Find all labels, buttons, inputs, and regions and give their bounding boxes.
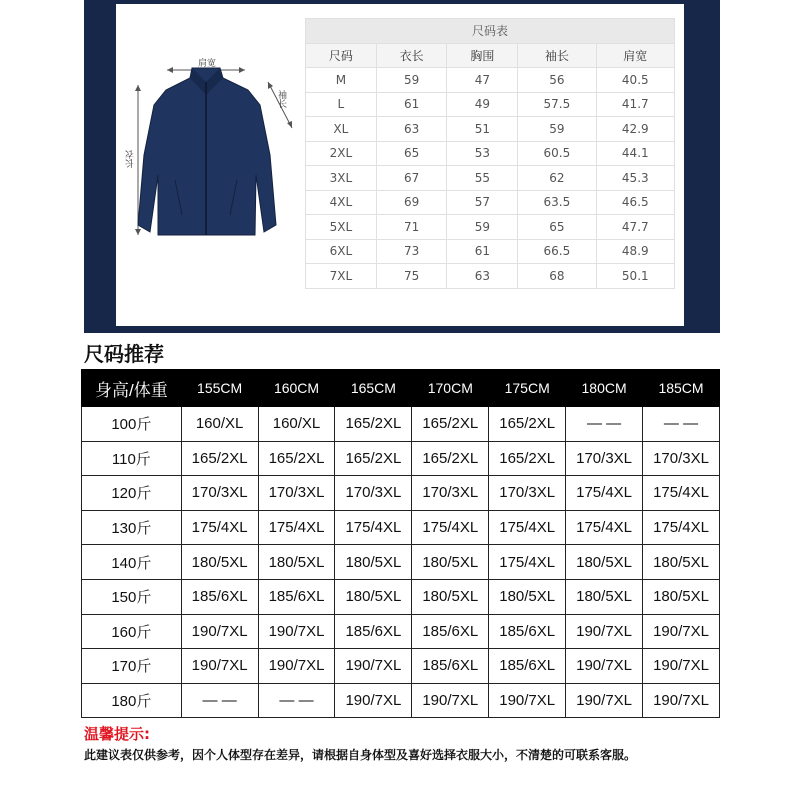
recommend-cell: 180/5XL [566,579,643,614]
recommend-cell: 165/2XL [335,441,412,476]
recommend-cell: 190/7XL [181,614,258,649]
recommend-cell: 180/5XL [412,579,489,614]
spec-cell: 59 [376,68,447,93]
spec-cell: 63 [447,264,518,289]
spec-row [306,264,675,289]
spec-cell: 57 [447,190,518,215]
spec-cell: 71 [376,215,447,240]
jacket-illustration [120,50,295,250]
recommend-cell: 165/2XL [489,407,566,442]
spec-cell: M [306,68,377,93]
spec-cell: 63.5 [518,190,596,215]
spec-cell: 3XL [306,166,377,191]
recommend-cell: 190/7XL [643,649,720,684]
recommend-cell: 190/7XL [566,649,643,684]
recommend-cell: 180/5XL [643,545,720,580]
spec-row [306,239,675,264]
spec-cell: 56 [518,68,596,93]
recommend-cell: 175/4XL [566,476,643,511]
spec-cell: L [306,92,377,117]
spec-cell: 63 [376,117,447,142]
recommend-cell: 190/7XL [643,614,720,649]
spec-header-row [306,43,675,68]
recommend-cell: 170/3XL [335,476,412,511]
spec-cell: 50.1 [596,264,674,289]
spec-cell: 49 [447,92,518,117]
height-header: 160CM [258,370,335,407]
recommend-row [82,476,720,511]
spec-cell: 42.9 [596,117,674,142]
spec-cell: 41.7 [596,92,674,117]
recommend-cell: — — [181,683,258,718]
recommend-cell: 180/5XL [412,545,489,580]
weight-cell: 140斤 [82,545,182,580]
spec-cell: 73 [376,239,447,264]
spec-cell: 51 [447,117,518,142]
weight-cell: 120斤 [82,476,182,511]
weight-cell: 110斤 [82,441,182,476]
tips-title: 温馨提示: [84,725,150,743]
recommend-cell: 175/4XL [181,510,258,545]
spec-cell: 62 [518,166,596,191]
recommend-cell: 175/4XL [412,510,489,545]
weight-cell: 170斤 [82,649,182,684]
length-label: 长衣 [126,150,136,168]
spec-cell: XL [306,117,377,142]
recommend-cell: 185/6XL [412,649,489,684]
spec-cell: 61 [447,239,518,264]
spec-cell: 66.5 [518,239,596,264]
size-recommend-table [81,369,720,718]
recommend-row [82,683,720,718]
spec-row [306,190,675,215]
recommend-cell: 175/4XL [489,510,566,545]
recommend-cell: 190/7XL [566,614,643,649]
height-header: 170CM [412,370,489,407]
spec-header: 尺码 [306,43,377,68]
recommend-cell: 165/2XL [335,407,412,442]
spec-row [306,117,675,142]
recommend-cell: 180/5XL [489,579,566,614]
weight-cell: 160斤 [82,614,182,649]
spec-cell: 59 [518,117,596,142]
recommend-row [82,407,720,442]
tips-text: 此建议表仅供参考，因个人体型存在差异，请根据自身体型及喜好选择衣服大小，不清楚的可联系客服。 [84,748,637,762]
spec-cell: 75 [376,264,447,289]
recommend-title: 尺码推荐 [84,342,164,366]
spec-cell: 47 [447,68,518,93]
height-header: 165CM [335,370,412,407]
shoulder-label: 肩宽 [198,59,217,69]
recommend-header-row [82,370,720,407]
recommend-cell: 185/6XL [258,579,335,614]
height-header: 175CM [489,370,566,407]
recommend-cell: — — [566,407,643,442]
spec-cell: 40.5 [596,68,674,93]
recommend-cell: 185/6XL [181,579,258,614]
recommend-row [82,441,720,476]
recommend-cell: 175/4XL [566,510,643,545]
weight-cell: 100斤 [82,407,182,442]
spec-cell: 69 [376,190,447,215]
spec-cell: 46.5 [596,190,674,215]
spec-cell: 2XL [306,141,377,166]
recommend-cell: 180/5XL [643,579,720,614]
recommend-cell: 165/2XL [181,441,258,476]
spec-header: 胸围 [447,43,518,68]
recommend-cell: 185/6XL [335,614,412,649]
spec-cell: 55 [447,166,518,191]
spec-cell: 68 [518,264,596,289]
spec-row [306,166,675,191]
spec-cell: 65 [376,141,447,166]
recommend-cell: 190/7XL [566,683,643,718]
spec-row [306,92,675,117]
spec-row [306,141,675,166]
spec-cell: 44.1 [596,141,674,166]
recommend-cell: 165/2XL [489,441,566,476]
recommend-cell: 160/XL [258,407,335,442]
recommend-cell: 190/7XL [181,649,258,684]
spec-cell: 59 [447,215,518,240]
weight-cell: 150斤 [82,579,182,614]
recommend-cell: 165/2XL [412,441,489,476]
recommend-row [82,649,720,684]
recommend-cell: 175/4XL [258,510,335,545]
spec-row [306,215,675,240]
spec-cell: 57.5 [518,92,596,117]
recommend-cell: 165/2XL [412,407,489,442]
recommend-row [82,545,720,580]
spec-cell: 60.5 [518,141,596,166]
recommend-cell: 175/4XL [643,510,720,545]
recommend-row [82,579,720,614]
recommend-cell: 170/3XL [412,476,489,511]
spec-row [306,68,675,93]
spec-cell: 67 [376,166,447,191]
spec-header: 肩宽 [596,43,674,68]
height-header: 185CM [643,370,720,407]
weight-cell: 130斤 [82,510,182,545]
recommend-cell: — — [258,683,335,718]
recommend-cell: 170/3XL [258,476,335,511]
recommend-cell: 180/5XL [258,545,335,580]
recommend-cell: 190/7XL [335,683,412,718]
recommend-row [82,614,720,649]
recommend-cell: 170/3XL [181,476,258,511]
spec-cell: 65 [518,215,596,240]
recommend-cell: 190/7XL [489,683,566,718]
recommend-cell: 180/5XL [335,545,412,580]
recommend-cell: 175/4XL [489,545,566,580]
recommend-cell: 170/3XL [566,441,643,476]
recommend-cell: 180/5XL [566,545,643,580]
size-spec-table [305,18,675,289]
recommend-row [82,510,720,545]
recommend-cell: 180/5XL [335,579,412,614]
spec-cell: 4XL [306,190,377,215]
recommend-cell: 170/3XL [643,441,720,476]
recommend-cell: 175/4XL [335,510,412,545]
recommend-cell: 190/7XL [412,683,489,718]
recommend-cell: 190/7XL [643,683,720,718]
height-header: 155CM [181,370,258,407]
recommend-cell: 180/5XL [181,545,258,580]
spec-header: 袖长 [518,43,596,68]
recommend-cell: — — [643,407,720,442]
recommend-cell: 185/6XL [412,614,489,649]
spec-cell: 61 [376,92,447,117]
recommend-cell: 185/6XL [489,649,566,684]
height-header: 180CM [566,370,643,407]
recommend-cell: 190/7XL [335,649,412,684]
jacket-image [120,50,295,250]
recommend-cell: 175/4XL [643,476,720,511]
recommend-corner-cell: 身高/体重 [82,370,182,407]
recommend-cell: 185/6XL [489,614,566,649]
sleeve-label: 袖长 [276,90,286,108]
spec-cell: 6XL [306,239,377,264]
spec-cell: 47.7 [596,215,674,240]
spec-header: 衣长 [376,43,447,68]
spec-cell: 45.3 [596,166,674,191]
recommend-cell: 190/7XL [258,649,335,684]
weight-cell: 180斤 [82,683,182,718]
recommend-cell: 160/XL [181,407,258,442]
spec-table-title: 尺码表 [306,19,675,44]
spec-cell: 53 [447,141,518,166]
spec-cell: 7XL [306,264,377,289]
recommend-cell: 165/2XL [258,441,335,476]
recommend-cell: 170/3XL [489,476,566,511]
recommend-cell: 190/7XL [258,614,335,649]
spec-cell: 5XL [306,215,377,240]
spec-cell: 48.9 [596,239,674,264]
